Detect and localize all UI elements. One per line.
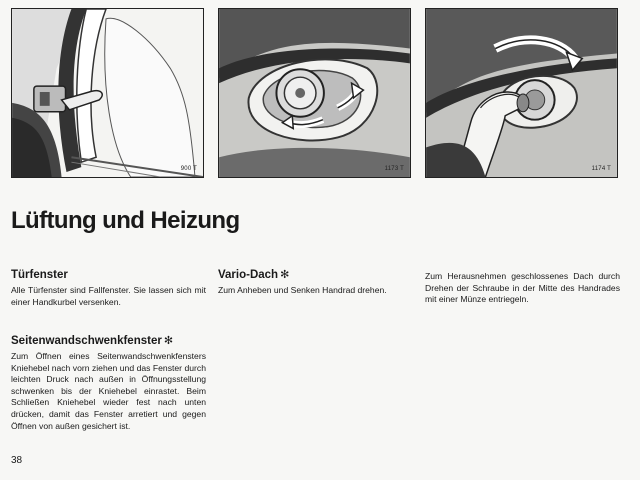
coin-unlock-illustration — [426, 9, 617, 177]
asterisk-icon: ✻ — [280, 269, 290, 281]
section-text: Zum Öffnen eines Seitenwandschwenkfensters Kniehebel nach vorn ziehen und das Fenster durch leichten Druck nach außen in Öffnungsstellung schwenken bis der Kniehebel einrastet. Beim Schließen Kniehebel wieder fest nach unten drücken, damit das Fenster arretiert und gegen Öffnen von außen gesichert ist. — [11, 351, 206, 431]
section-vario-dach — [218, 268, 418, 297]
section-heading — [11, 334, 206, 348]
heading-text: Seitenwandschwenkfenster — [11, 335, 162, 347]
asterisk-icon: ✻ — [163, 335, 174, 347]
section-text: Zum Anheben und Senken Handrad drehen. — [218, 285, 387, 295]
page-title: Lüftung und Heizung — [11, 207, 240, 234]
page-number: 38 — [11, 455, 23, 466]
section-herausnehmen — [425, 271, 620, 306]
section-heading — [218, 268, 418, 282]
figure-code: 1173 T — [384, 166, 404, 172]
figure-unlock-with-coin — [425, 8, 618, 178]
figure-vario-roof-handwheel — [218, 8, 411, 178]
section-tuerfenster — [11, 268, 206, 308]
figure-code: 900 T — [180, 166, 197, 172]
side-window-illustration — [12, 9, 203, 177]
figure-code: 1174 T — [591, 166, 611, 172]
section-heading: Türfenster — [11, 269, 68, 281]
handwheel-illustration — [219, 9, 410, 177]
section-text: Alle Türfenster sind Fallfenster. Sie lassen sich mit einer Handkurbel versenken. — [11, 285, 206, 307]
section-text: Zum Herausnehmen geschlossenes Dach durch Drehen der Schraube in der Mitte des Handrades mit einer Münze entriegeln. — [425, 271, 620, 305]
heading-text: Vario-Dach — [218, 269, 279, 281]
section-seitenwandschwenkfenster — [11, 334, 206, 432]
figure-side-window-lever — [11, 8, 204, 178]
